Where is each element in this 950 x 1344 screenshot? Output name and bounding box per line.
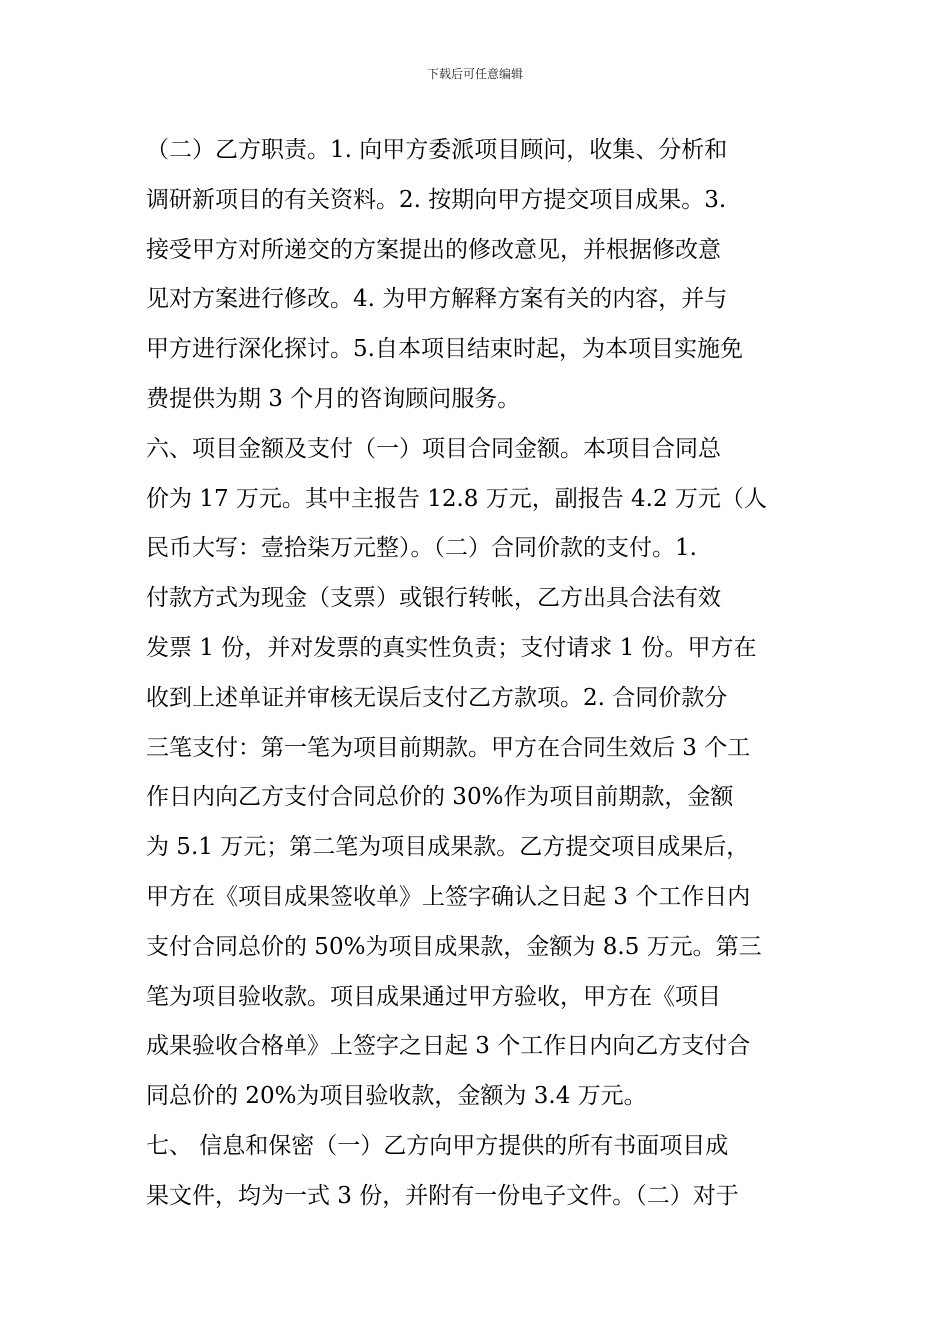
text-line: 果文件，均为一式 3 份，并附有一份电子文件。（二）对于 <box>146 1182 739 1209</box>
page-header-note: 下载后可任意编辑 <box>426 67 523 81</box>
text-line: 甲方进行深化探讨。5.自本项目结束时起，为本项目实施免 <box>146 336 743 363</box>
text-line: 甲方在《项目成果签收单》上签字确认之日起 3 个工作日内 <box>146 883 751 910</box>
text-line: 同总价的 20%为项目验收款，金额为 3.4 万元。 <box>146 1083 647 1110</box>
text-line: 笔为项目验收款。项目成果通过甲方验收，甲方在《项目 <box>146 983 721 1010</box>
text-line: 三笔支付：第一笔为项目前期款。甲方在合同生效后 3 个工 <box>146 734 751 761</box>
text-line: 支付合同总价的 50%为项目成果款，金额为 8.5 万元。第三 <box>146 933 762 960</box>
text-line: 作日内向乙方支付合同总价的 30%作为项目前期款，金额 <box>146 784 734 811</box>
text-line: 调研新项目的有关资料。2. 按期向甲方提交项目成果。3. <box>146 186 727 213</box>
text-line: 民币大写：壹拾柒万元整）。（二）合同价款的支付。1. <box>146 535 697 562</box>
text-line: 收到上述单证并审核无误后支付乙方款项。2. 合同价款分 <box>146 684 728 711</box>
text-line: （二）乙方职责。1. 向甲方委派项目顾问，收集、分析和 <box>146 137 728 163</box>
text-line: 见对方案进行修改。4. 为甲方解释方案有关的内容，并与 <box>146 286 728 313</box>
text-line: 为 5.1 万元；第二笔为项目成果款。乙方提交项目成果后， <box>146 834 750 861</box>
text-line: 费提供为期 3 个月的咨询顾问服务。 <box>146 385 521 412</box>
text-line: 付款方式为现金（支票）或银行转帐，乙方出具合法有效 <box>146 585 721 612</box>
text-line: 价为 17 万元。其中主报告 12.8 万元，副报告 4.2 万元（人 <box>146 485 767 512</box>
document-body <box>146 126 806 1222</box>
text-line: 接受甲方对所递交的方案提出的修改意见，并根据修改意 <box>146 236 721 263</box>
text-line: 七、 信息和保密（一）乙方向甲方提供的所有书面项目成 <box>146 1132 729 1159</box>
text-line: 发票 1 份，并对发票的真实性负责；支付请求 1 份。甲方在 <box>146 634 757 661</box>
text-line: 六、项目金额及支付（一）项目合同金额。本项目合同总 <box>146 435 721 462</box>
text-line: 成果验收合格单》上签字之日起 3 个工作日内向乙方支付合 <box>146 1033 751 1060</box>
